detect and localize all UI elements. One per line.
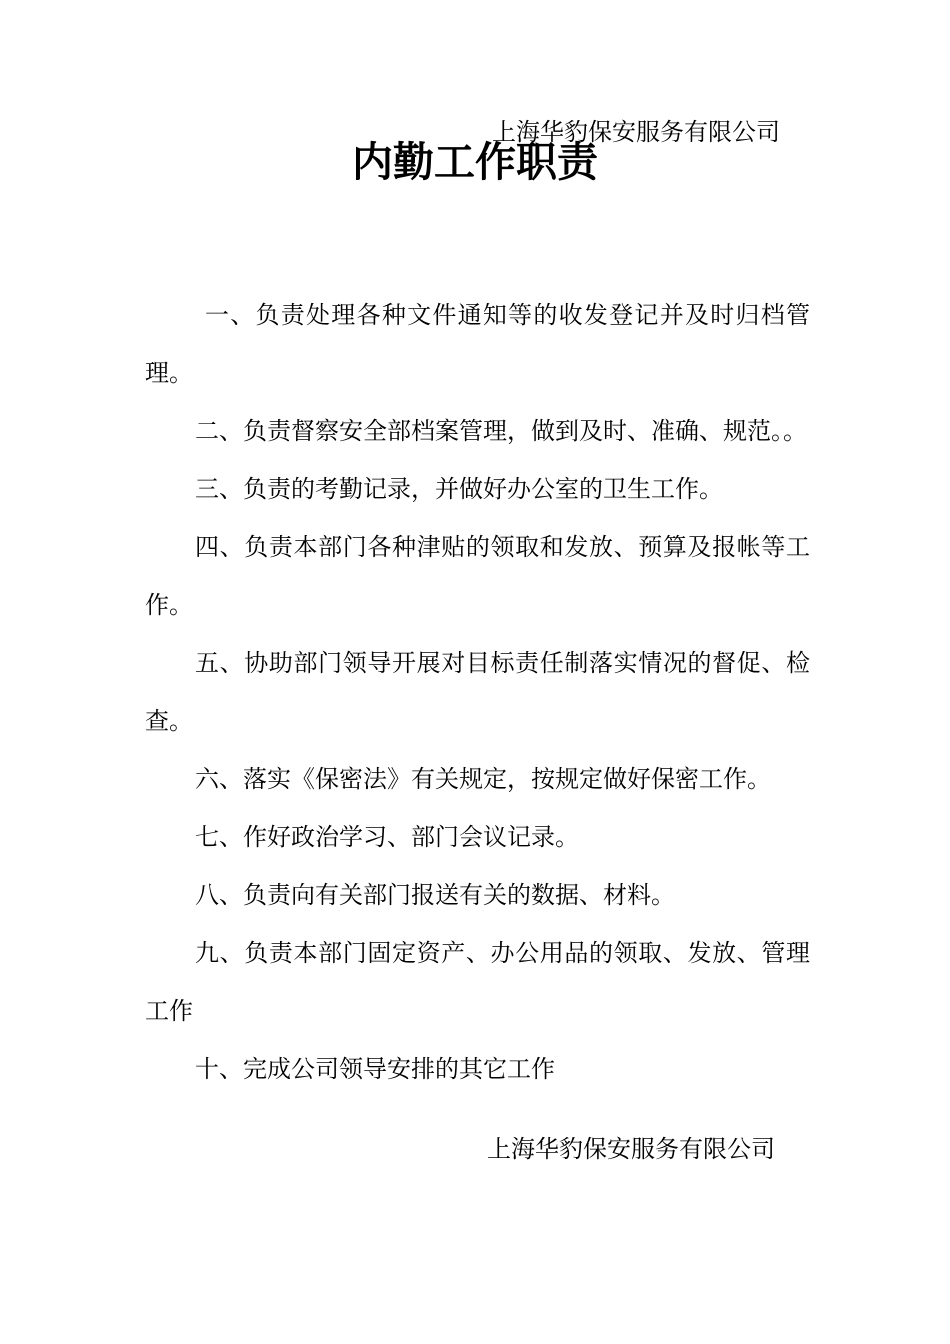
- duty-item-2: 二、负责督察安全部档案管理，做到及时、准确、规范。。: [195, 417, 807, 445]
- duty-item-1: 一、负责处理各种文件通知等的收发登记并及时归档管理。: [145, 301, 810, 387]
- footer-company-name: 上海华豹保安服务有限公司: [487, 1135, 775, 1163]
- duty-item-4: 四、负责本部门各种津贴的领取和发放、预算及报帐等工作。: [145, 533, 810, 619]
- duty-item-3: 三、负责的考勤记录，并做好办公室的卫生工作。: [195, 475, 723, 503]
- document-title: 内勤工作职责: [352, 138, 598, 186]
- duty-item-10: 十、完成公司领导安排的其它工作: [195, 1055, 555, 1083]
- duty-item-5: 五、协助部门领导开展对目标责任制落实情况的督促、检查。: [145, 649, 810, 735]
- duty-item-9: 九、负责本部门固定资产、办公用品的领取、发放、管理工作: [145, 939, 810, 1025]
- duty-item-8: 八、负责向有关部门报送有关的数据、材料。: [195, 881, 675, 909]
- duty-list: [145, 286, 810, 1098]
- duty-item-6: 六、落实《保密法》有关规定，按规定做好保密工作。: [195, 765, 771, 793]
- header-company-name: 上海华豹保安服务有限公司: [492, 118, 780, 146]
- duty-item-7: 七、作好政治学习、部门会议记录。: [195, 823, 579, 851]
